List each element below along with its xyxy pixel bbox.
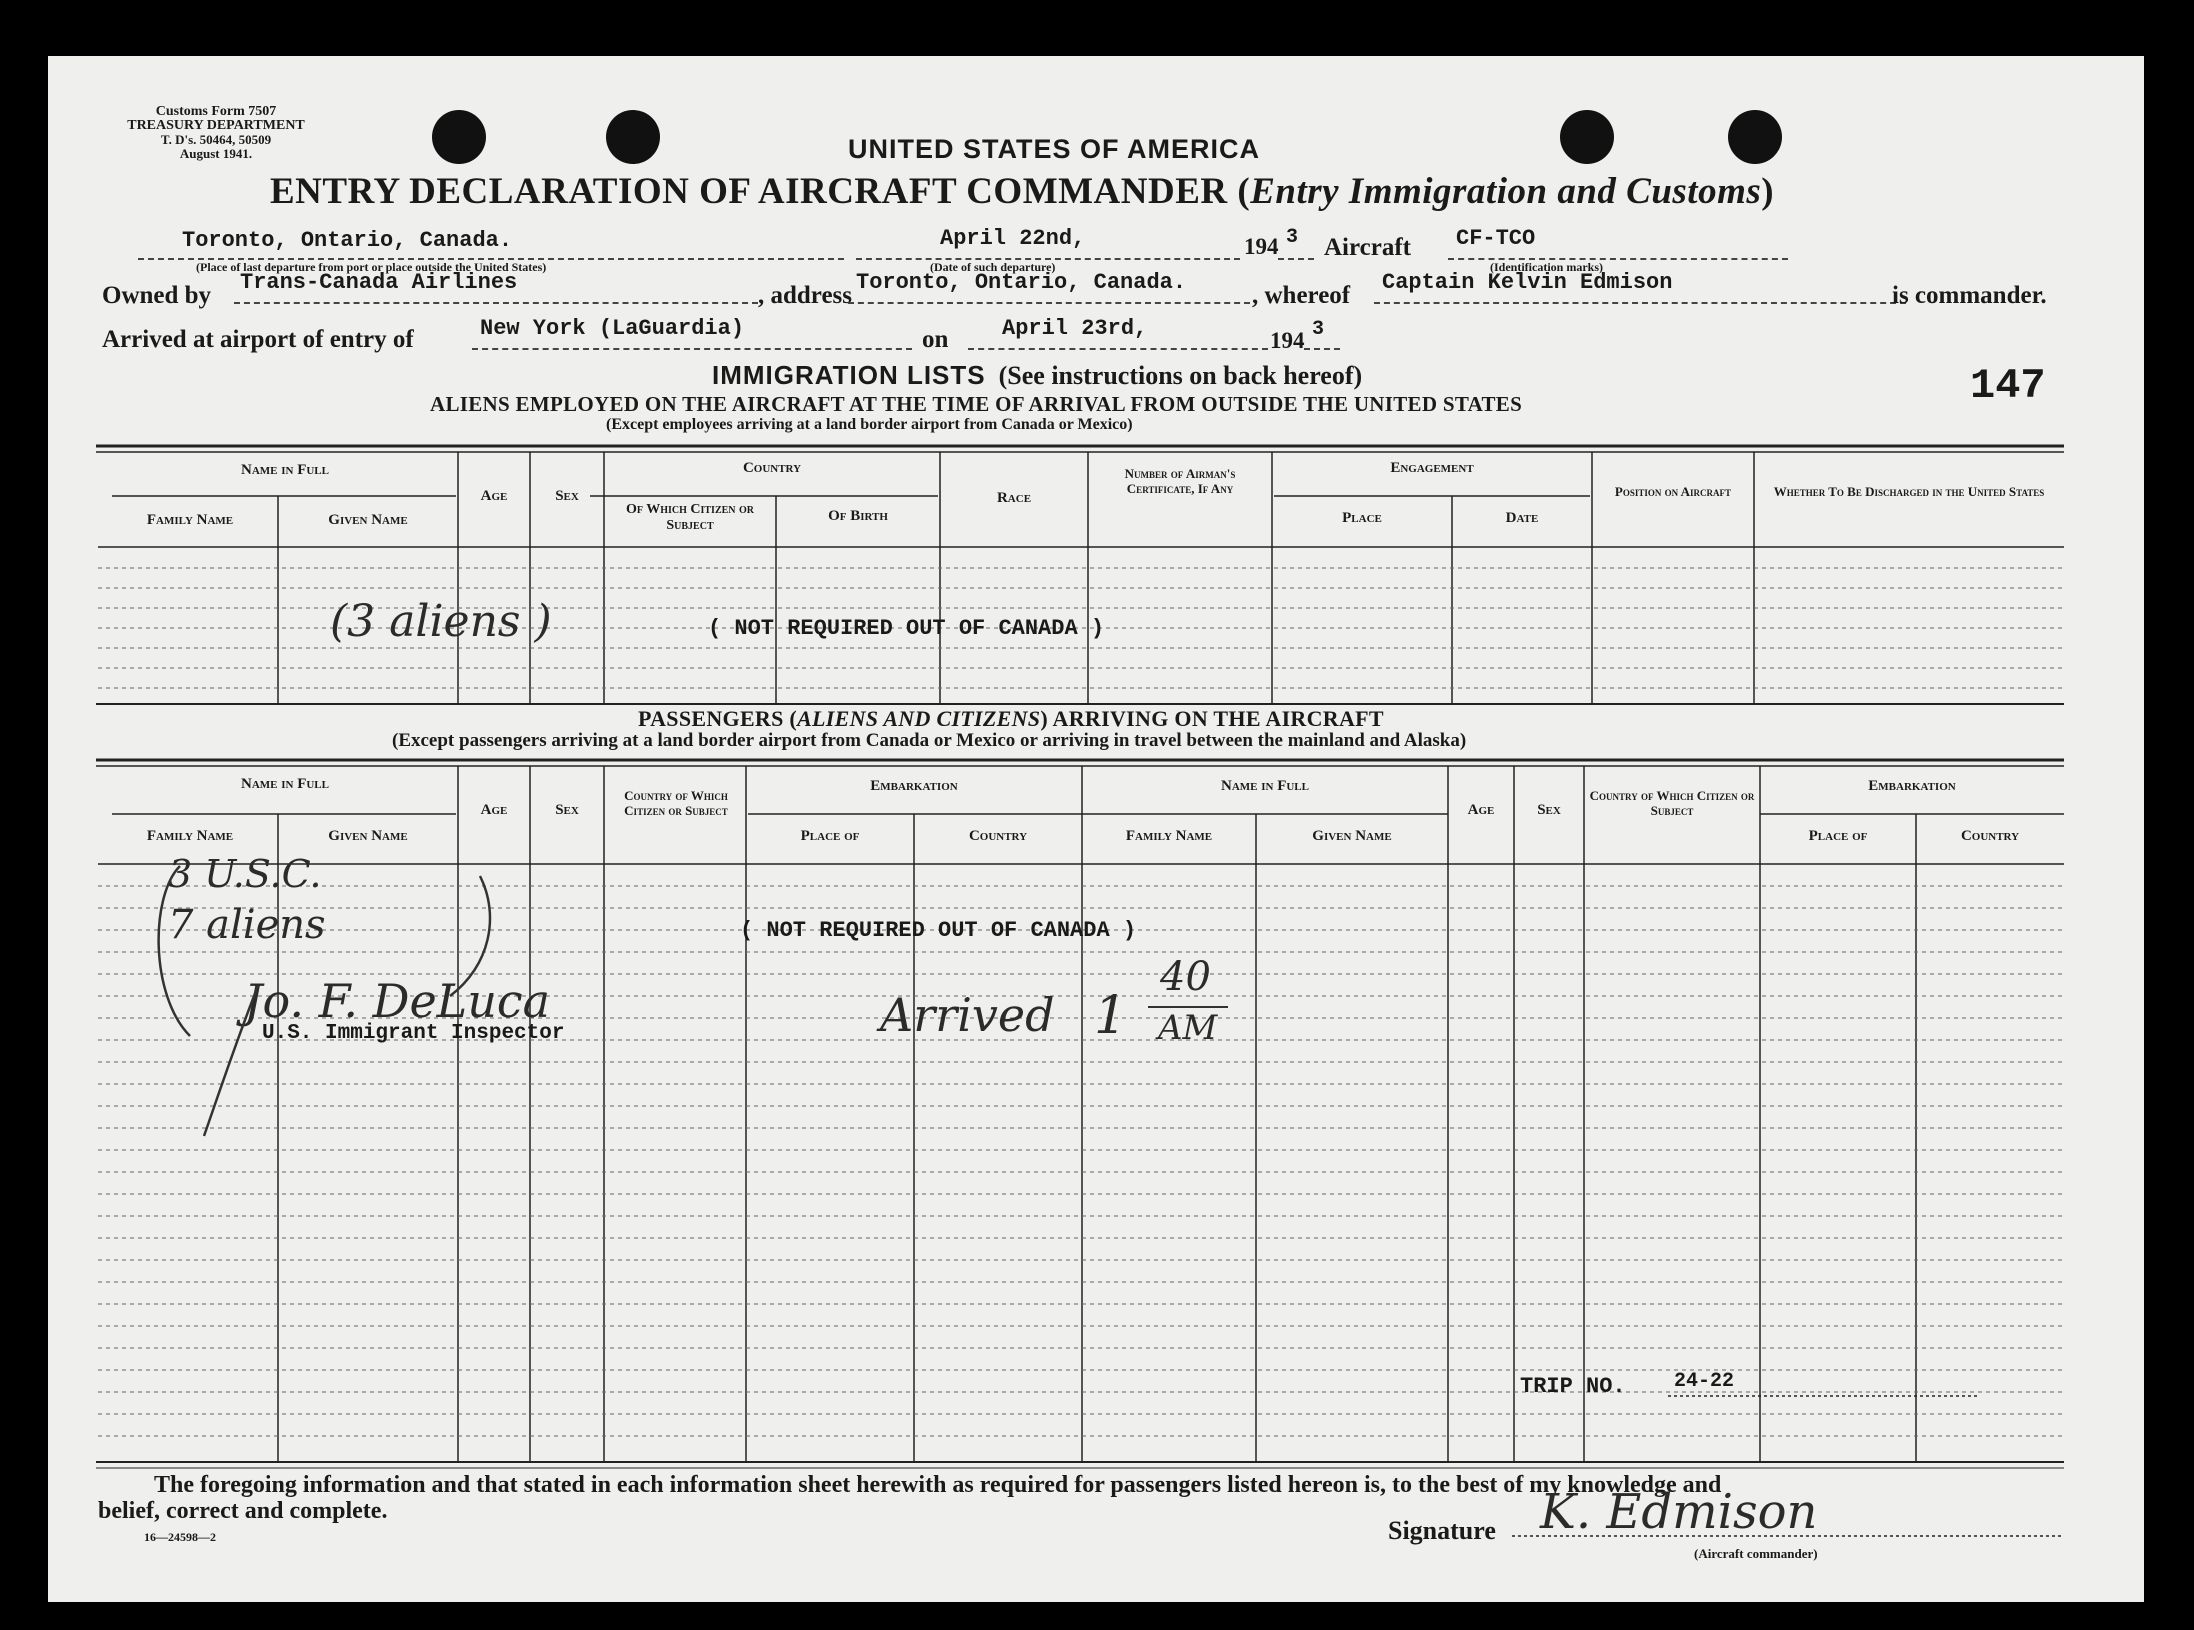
pass-col-country-right: Country: [1960, 828, 2020, 844]
immigration-title-main: IMMIGRATION LISTS: [712, 360, 986, 390]
declaration-line-2: belief, correct and complete.: [98, 1498, 388, 1524]
pass-col-sex-left: Sex: [555, 802, 579, 818]
pass-col-age-right: Age: [1467, 802, 1495, 818]
is-commander-label: is commander.: [1892, 282, 2047, 309]
form-department: TREASURY DEPARTMENT: [127, 118, 305, 133]
aliens-not-required-stamp: ( NOT REQUIRED OUT OF CANADA ): [708, 616, 1105, 641]
signature-caption: (Aircraft commander): [1694, 1546, 1818, 1561]
pass-col-age-left: Age: [480, 802, 508, 818]
passengers-title: [638, 706, 1384, 732]
declaration-line-1: The foregoing information and that stated in each information sheet herewith as required for passengers listed hereon is, to the best of my knowledge and: [154, 1472, 1722, 1498]
passengers-title-b: ) ARRIVING ON THE AIRCRAFT: [1040, 706, 1384, 731]
aliens-col-date: Date: [1505, 510, 1539, 526]
aliens-handwritten-count: (3 aliens ): [330, 596, 552, 647]
departure-year-prefix: 194: [1244, 234, 1279, 259]
passengers-subnote: (Except passengers arriving at a land border airport from Canada or Mexico or arriving in travel between the mainland and Alaska): [392, 730, 1467, 751]
aircraft-marks-value: CF-TCO: [1456, 226, 1536, 251]
pass-col-country-left: Country: [968, 828, 1028, 844]
departure-place-caption: (Place of last departure from port or place outside the United States): [196, 260, 547, 274]
aliens-col-age: Age: [480, 488, 508, 504]
arrived-label: Arrived at airport of entry of: [102, 326, 414, 353]
pass-col-name-in-full-right: Name in Full: [1220, 778, 1309, 794]
pass-col-place-of-right: Place of: [1808, 828, 1868, 844]
form-title-italic: Entry Immigration and Customs: [1250, 171, 1762, 212]
page-number: 147: [1970, 362, 2046, 410]
aliens-col-name-in-full: Name in Full: [240, 462, 329, 478]
arrived-hour: 1: [1094, 986, 1128, 1046]
form-sheet: [48, 56, 2144, 1602]
form-date: August 1941.: [179, 146, 253, 161]
pass-col-citizen-left: Country of Which Citizen or Subject: [624, 788, 728, 818]
aliens-col-certificate: Number of Airman's Certificate, If Any: [1124, 466, 1236, 496]
aliens-col-country: Country: [742, 460, 802, 476]
trip-number: 24-22: [1674, 1370, 1735, 1393]
immigration-subnote: (Except employees arriving at a land border airport from Canada or Mexico): [606, 416, 1133, 433]
print-code: 16—24598—2: [144, 1530, 216, 1544]
commander-signature: K. Edmison: [1540, 1484, 1818, 1540]
form-number: Customs Form 7507: [155, 104, 277, 119]
aliens-col-discharged: Whether To Be Discharged in the United States: [1773, 484, 2045, 499]
aircraft-label: Aircraft: [1324, 234, 1411, 261]
pass-col-given-name-left: Given Name: [328, 828, 408, 844]
pass-col-family-name-right: Family Name: [1125, 828, 1213, 844]
departure-date-value: April 22nd,: [940, 226, 1086, 251]
aliens-col-given-name: Given Name: [328, 512, 408, 528]
country-heading: UNITED STATES OF AMERICA: [848, 134, 1260, 164]
arrival-year-prefix: 194: [1270, 328, 1305, 353]
passengers-title-italic: ALIENS AND CITIZENS: [797, 706, 1041, 731]
departure-date-caption: (Date of such departure): [930, 260, 1056, 274]
pass-col-citizen-right: Country of Which Citizen or Subject: [1589, 788, 1755, 818]
pass-col-family-name-left: Family Name: [146, 828, 234, 844]
arrival-date-value: April 23rd,: [1002, 316, 1148, 341]
pass-handwritten-uscitizens: 3 U.S.C.: [168, 852, 322, 896]
address-value: Toronto, Ontario, Canada.: [856, 270, 1187, 295]
pass-col-embarkation-right: Embarkation: [1868, 778, 1956, 794]
commander-value: Captain Kelvin Edmison: [1382, 270, 1673, 295]
pass-col-sex-right: Sex: [1537, 802, 1561, 818]
pass-col-given-name-right: Given Name: [1312, 828, 1392, 844]
form-td-numbers: T. D's. 50464, 50509: [160, 132, 272, 147]
arrived-minutes: 40: [1160, 954, 1211, 1000]
aircraft-marks-caption: (Identification marks): [1490, 260, 1603, 274]
aliens-col-engagement: Engagement: [1390, 460, 1474, 476]
pass-col-name-in-full-left: Name in Full: [240, 776, 329, 792]
pass-handwritten-aliens: 7 aliens: [168, 902, 326, 948]
form-title-close: ): [1761, 171, 1775, 212]
departure-place-value: Toronto, Ontario, Canada.: [182, 228, 513, 253]
inspector-signature-flourish: [198, 976, 278, 1146]
form-title-main: ENTRY DECLARATION OF AIRCRAFT COMMANDER (: [270, 171, 1251, 212]
arrived-ampm: AM: [1158, 1008, 1218, 1048]
passengers-title-a: PASSENGERS (: [638, 706, 798, 731]
on-label: on: [922, 326, 949, 353]
arrival-year-digit: 3: [1312, 318, 1325, 341]
owner-value: Trans-Canada Airlines: [240, 270, 518, 295]
pass-col-embarkation-left: Embarkation: [870, 778, 958, 794]
signature-label: Signature: [1388, 1516, 1496, 1545]
aliens-col-sex: Sex: [555, 488, 579, 504]
address-label: , address: [758, 282, 853, 309]
departure-year-digit: 3: [1286, 226, 1299, 249]
whereof-label: , whereof: [1252, 282, 1351, 309]
inspector-signature: Jo. F. DeLuca: [244, 974, 551, 1028]
aliens-col-birth: Of Birth: [828, 508, 888, 524]
aliens-col-citizen: Of Which Citizen or Subject: [625, 502, 755, 533]
immigration-subtitle: ALIENS EMPLOYED ON THE AIRCRAFT AT THE TIME OF ARRIVAL FROM OUTSIDE THE UNITED STATES: [430, 392, 1523, 416]
immigration-title-note: (See instructions on back hereof): [998, 361, 1363, 390]
aliens-col-family-name: Family Name: [146, 512, 234, 528]
trip-label: TRIP NO.: [1520, 1374, 1626, 1399]
aliens-col-position: Position on Aircraft: [1614, 484, 1732, 499]
aliens-col-race: Race: [996, 490, 1032, 506]
aliens-col-place: Place: [1342, 510, 1382, 526]
arrival-airport-value: New York (LaGuardia): [480, 316, 745, 341]
inspector-title: U.S. Immigrant Inspector: [262, 1022, 565, 1045]
pass-not-required-stamp: ( NOT REQUIRED OUT OF CANADA ): [740, 918, 1137, 943]
owned-by-label: Owned by: [102, 282, 212, 309]
arrived-note: Arrived: [880, 988, 1055, 1042]
pass-col-place-of-left: Place of: [800, 828, 860, 844]
